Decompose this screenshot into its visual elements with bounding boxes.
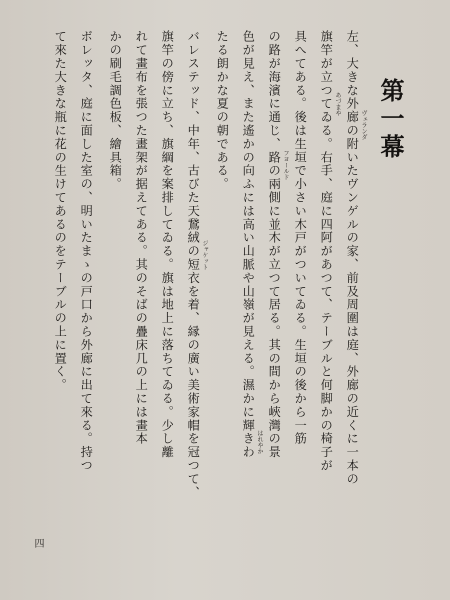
text-column-7: バレステッド、中年、古びた天鵞絨の短衣を着、縁の廣い美術家帽を冠つて、 <box>186 30 201 499</box>
furigana-3: フヨールド <box>282 150 289 180</box>
text-column-1: 左、大きな外廊の附いたヴンゲルの家、前及周圍は庭、外廊の近くに一本の <box>345 30 360 486</box>
furigana-1: ヴェランダ <box>360 110 367 140</box>
text-column-12: て來た大きな瓶に花の生けてあるのをテーブルの上に置く。 <box>53 30 68 392</box>
text-column-4: の路が海濱に通じ、路の兩側に並木が立つて居る。其の間から峽灣の景 <box>267 30 282 459</box>
act-title: 第一幕 <box>376 78 405 162</box>
text-column-9: れて畫布を張つた畫架が据えてある。其のそばの疊床几の上には畫本 <box>134 30 149 446</box>
furigana-4: はれやか <box>256 430 263 454</box>
text-column-11: ボレッタ、庭に面した室の、明いたまゝの戸口から外廊に出て來る。持つ <box>79 30 94 473</box>
furigana-2: あづまや <box>334 92 341 116</box>
furigana-5: ジャケット <box>201 240 208 270</box>
page-number: 四 <box>32 538 43 548</box>
text-column-3: 具へてある。後は生垣で小さい木戸がついてゐる。生垣の後から一筋 <box>293 30 308 446</box>
text-column-8: 旗竿の傍に立ち、旗綱を案排してゐる。旗は地上に落ちてゐる。少し離 <box>160 30 175 459</box>
text-column-5: 色が見え、また遙かの向ふには高い山脈や山嶺が見える。濕かに輝きわ <box>241 30 256 459</box>
text-column-6: たる朗かな夏の朝である。 <box>215 30 230 191</box>
text-column-10: かの刷毛調色板、繪具箱。 <box>108 30 123 191</box>
text-column-2: 旗竿が立つてゐる。右手、庭に四阿があつて、テーブルと何脚かの椅子が <box>319 30 334 473</box>
